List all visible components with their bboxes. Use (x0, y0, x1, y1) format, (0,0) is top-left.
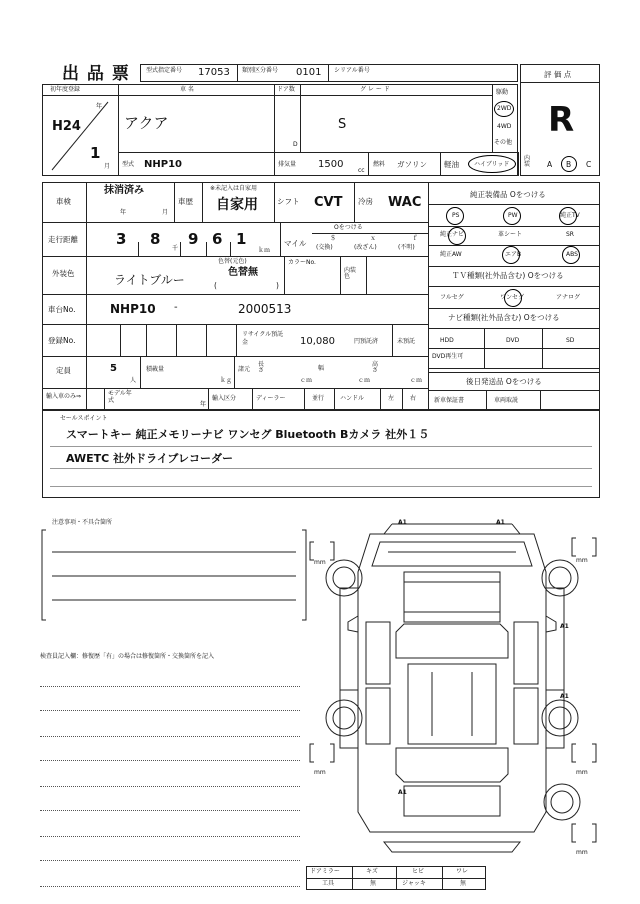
mark-tamper-label: (改ざん) (354, 244, 377, 251)
interior-b: B (566, 160, 572, 169)
navi-title: ナビ種類(社外品含む) Oをつける (448, 313, 560, 322)
divider (520, 82, 600, 83)
mileage-d1: 3 (116, 230, 127, 248)
interior-b-circle (561, 156, 577, 172)
equip-aw: 純正AW (440, 251, 462, 258)
repaint-paren-close: ) (276, 281, 279, 290)
dim-label: 諸元 (238, 366, 251, 373)
repaint-paren-open: ( (214, 281, 217, 290)
repaint-value: 色替無 (228, 267, 258, 278)
divider (138, 242, 139, 256)
mileage-d5: 1 (236, 230, 247, 248)
first-reg-label: 初年度登録 (50, 86, 81, 93)
grade: S (338, 117, 347, 132)
load-kg: ｋｇ (220, 377, 233, 384)
mm-front-left: mm (314, 559, 326, 566)
equip-ac-circle (502, 246, 520, 264)
divider (274, 182, 275, 222)
divider (354, 182, 355, 222)
divider (176, 324, 177, 356)
year-suffix: 年 (96, 103, 103, 110)
rule (50, 486, 592, 487)
divider (402, 388, 403, 410)
equip-pw: PW (508, 212, 518, 219)
divider (234, 356, 235, 388)
inspector-line (40, 886, 300, 887)
divider (428, 348, 600, 349)
equip-navi: 純正ナビ (440, 231, 465, 238)
divider (206, 324, 207, 356)
handle-left: 左 (388, 395, 395, 402)
divider (206, 242, 207, 256)
divider (368, 152, 369, 176)
width-label: 幅 (318, 365, 325, 372)
equip-pw-circle (503, 207, 521, 225)
drive-other: その他 (494, 139, 513, 146)
divider (440, 152, 441, 176)
divider (518, 152, 519, 176)
grade-label: グ レ ー ド (360, 86, 390, 93)
inspector-label: 検査員記入欄：修復歴「有」の場合は修復箇所・交換箇所を記入 (40, 653, 215, 660)
divider (104, 388, 105, 410)
displacement: 1500 (318, 159, 344, 170)
len-cm: ｃｍ (300, 377, 313, 384)
rule (50, 468, 592, 469)
bt-tools-value: 無 (370, 880, 377, 887)
divider (300, 84, 301, 152)
import-label: 輸入車のみ⇒ (46, 393, 82, 400)
divider (237, 64, 238, 82)
mark-tamper: ｘ (370, 235, 377, 242)
later-warranty: 新車保証書 (434, 397, 465, 404)
damage-a1-right-rear: A1 (560, 693, 569, 700)
car-diagram (300, 512, 600, 862)
divider (202, 182, 203, 222)
capacity-nin: 人 (130, 377, 137, 384)
bt-jack-value: 無 (460, 880, 467, 887)
bt-ware: ワレ (456, 868, 469, 875)
divider (428, 182, 429, 410)
damage-a1-front-right: A1 (496, 519, 505, 526)
divider (42, 324, 428, 325)
equip-title: 純正装備品 Oをつける (470, 190, 546, 199)
divider (42, 294, 428, 295)
divider (380, 388, 381, 410)
eval-score: R (548, 100, 575, 140)
divider (236, 324, 237, 356)
width-cm: ｃｍ (358, 377, 371, 384)
chassis-prefix: NHP10 (110, 302, 156, 316)
notes-bracket (40, 528, 310, 624)
fuel-gasoline: ガソリン (397, 160, 427, 169)
form-title: 出 品 票 (62, 64, 130, 84)
bt-hibi: ヒビ (412, 868, 425, 875)
later-title: 後日発送品 Oをつける (466, 377, 542, 386)
class-no: 0101 (296, 67, 322, 78)
divider (428, 308, 600, 309)
interior-a: A (547, 160, 553, 169)
handle-label: ハンドル (340, 395, 365, 402)
chassis-label: 車台No. (48, 305, 76, 314)
equip-navi-circle (448, 227, 466, 245)
ext-color-label: 外装色 (52, 269, 75, 278)
later-manual: 車両取説 (494, 397, 519, 404)
ac-value: WAC (388, 195, 422, 210)
divider (140, 356, 141, 388)
mileage-d3: 9 (188, 230, 199, 248)
serial-label: シリアル番号 (334, 67, 370, 74)
int-color-label: 内装色 (344, 267, 357, 280)
equip-ps-circle (446, 207, 464, 225)
tv-oneseg: ワンセグ (500, 294, 525, 301)
mark-exchange: ＄ (330, 235, 337, 242)
model-year-label: モデル年式 (108, 390, 132, 404)
equip-ac: エアB (505, 251, 522, 258)
bt-tools: 工具 (322, 880, 335, 887)
ac-label: 冷房 (358, 197, 373, 206)
history-label: 車歴 (178, 197, 193, 206)
model-year-nen: 年 (200, 401, 207, 408)
divider (146, 324, 147, 356)
era-year: H24 (52, 119, 81, 134)
divider (42, 356, 428, 357)
divider (428, 286, 600, 287)
divider (542, 328, 543, 368)
divider (340, 256, 341, 294)
load-label: 積載量 (146, 366, 165, 373)
drive-label: 駆動 (496, 89, 509, 96)
divider (120, 324, 121, 356)
divider (252, 388, 253, 410)
divider (118, 152, 518, 153)
navi-dvd: DVD (506, 337, 520, 344)
header-id-box (140, 64, 518, 82)
cc-unit: cc (358, 167, 365, 174)
mm-rear-left: mm (314, 769, 326, 776)
import-type-label: 輸入区分 (212, 395, 237, 402)
tv-title: ＴＶ種類(社外品含む) Oをつける (452, 271, 564, 280)
shaken-tsuki: 月 (162, 209, 169, 216)
divider (42, 222, 428, 223)
divider (280, 222, 281, 256)
history-note: ※未記入は自家用 (210, 185, 258, 192)
bt-door-mirror: ドアミラー (310, 868, 340, 875)
inspector-line (40, 786, 300, 787)
divider (334, 388, 335, 410)
divider (42, 388, 428, 389)
equip-abs-circle (562, 246, 580, 264)
chassis-dash: - (174, 302, 178, 313)
circle-instruction: Oをつける (334, 224, 363, 231)
sales-label: セールスポイント (60, 415, 108, 422)
divider (428, 372, 600, 373)
divider (484, 348, 485, 368)
drive-4wd: 4WD (497, 123, 512, 130)
form-no-label: 型式指定番号 (146, 67, 183, 74)
mileage-label: 走行距離 (48, 235, 78, 244)
bt-jack: ジャッキ (402, 880, 426, 887)
navi-dvd-play: DVD再生可 (432, 353, 464, 360)
divider (284, 256, 285, 294)
ext-color: ライトブルー (114, 273, 185, 287)
damage-a1-front-left: A1 (398, 519, 407, 526)
height-cm: ｃｍ (410, 377, 423, 384)
doors-label: ドア数 (277, 86, 295, 93)
inspector-line (40, 710, 300, 711)
equip-abs: ABS (566, 251, 578, 258)
mm-front-right: mm (576, 557, 588, 564)
color-no-label: カラーNo. (288, 259, 316, 266)
recycle-unpaid: 未預託 (397, 338, 416, 345)
navi-sd: SD (566, 337, 575, 344)
tv-analog: アナログ (556, 294, 581, 301)
form-no: 17053 (198, 67, 230, 78)
inspector-line (40, 760, 300, 761)
inspector-line (40, 736, 300, 737)
class-no-label: 類別区分番号 (242, 67, 279, 74)
divider (442, 866, 443, 890)
fuel-label: 燃料 (373, 161, 386, 168)
tv-fullseg: フルセグ (440, 294, 464, 301)
shift-label: シフト (277, 197, 300, 206)
damage-a1-right-front: A1 (560, 623, 569, 630)
inspector-line (40, 836, 300, 837)
handle-right: 右 (410, 395, 417, 402)
car-name: アクア (124, 114, 169, 132)
model: NHP10 (144, 159, 182, 170)
divider (486, 390, 487, 410)
capacity-label: 定員 (56, 366, 71, 375)
mile-label: マイル (284, 239, 307, 248)
mileage-d2: 8 (150, 230, 161, 248)
divider (230, 242, 231, 256)
mark-exchange-label: (交換) (316, 244, 333, 251)
equip-tv-circle (559, 207, 577, 225)
divider (428, 266, 600, 267)
navi-hdd: HDD (440, 337, 454, 344)
model-label: 型式 (122, 161, 135, 168)
interior-c: C (586, 160, 592, 169)
divider (492, 84, 493, 152)
mileage-d4: 6 (212, 230, 223, 248)
sales-line-2: AWETC 社外ドライブレコーダー (66, 452, 233, 465)
divider (540, 390, 541, 410)
divider (174, 182, 175, 222)
divider (428, 328, 600, 329)
import-parallel: 並行 (312, 395, 325, 402)
divider (274, 84, 275, 176)
divider (392, 324, 393, 356)
divider (328, 64, 329, 82)
mark-unknown: ｆ (412, 235, 419, 242)
reg-month: 1 (90, 144, 101, 162)
recycle-value: 10,080 (300, 336, 335, 347)
reg-no-label: 登録No. (48, 336, 76, 345)
equip-tv: 純正TV (560, 212, 580, 219)
len-label: 長さ (258, 361, 265, 374)
divider (118, 84, 119, 176)
inspector-line (40, 686, 300, 687)
shaken-label: 車検 (56, 197, 71, 206)
import-dealer: ディーラー (256, 395, 286, 402)
mileage-sen: 千 (172, 245, 179, 252)
repaint-label: 色替(元色) (218, 258, 247, 265)
history-value: 自家用 (216, 197, 258, 213)
divider (366, 256, 367, 294)
divider (352, 866, 353, 890)
month-suffix: 月 (104, 163, 111, 170)
divider (312, 233, 428, 234)
bt-kizu: キズ (366, 868, 378, 875)
rule (50, 446, 592, 447)
drive-2wd: 2WD (497, 105, 512, 112)
divider (428, 390, 600, 391)
equip-ps: PS (452, 212, 460, 219)
equip-sr: SR (566, 231, 574, 238)
door-d: D (293, 141, 298, 148)
equip-leather: 革シート (498, 231, 523, 238)
sales-line-1: スマートキー 純正メモリーナビ ワンセグ Bluetooth Bカメラ 社外１５ (66, 428, 430, 441)
divider (86, 182, 87, 410)
recycle-paid: 円預託済 (354, 338, 379, 345)
mm-tail: mm (576, 849, 588, 856)
recycle-label: リサイクル預託金 (242, 331, 284, 346)
inspector-line (40, 860, 300, 861)
interior-label: 内装 (524, 155, 531, 168)
divider (180, 242, 181, 256)
damage-a1-rear: A1 (398, 789, 407, 796)
fuel-diesel: 軽油 (444, 160, 459, 169)
divider (42, 95, 492, 96)
divider (396, 866, 397, 890)
tv-oneseg-circle (504, 289, 522, 307)
fuel-hybrid: ハイブリッド (474, 161, 510, 168)
fuel-hybrid-circle (468, 155, 516, 173)
drive-2wd-circle (494, 101, 514, 117)
mark-unknown-label: (不明) (398, 244, 415, 251)
eval-label: 評 価 点 (544, 70, 572, 79)
mileage-km: ｋｍ (258, 247, 271, 254)
inspector-line (40, 810, 300, 811)
car-name-label: 車 名 (180, 86, 194, 93)
divider (428, 204, 600, 205)
divider (42, 256, 428, 257)
divider (208, 388, 209, 410)
displacement-label: 排気量 (278, 161, 297, 168)
divider (304, 388, 305, 410)
chassis-no: 2000513 (238, 302, 292, 316)
notes-label: 注意事項・不具合箇所 (52, 519, 113, 526)
divider (484, 328, 485, 348)
mm-rear-right: mm (576, 769, 588, 776)
height-label: 高さ (372, 361, 379, 374)
shift-value: CVT (314, 195, 343, 210)
shaken-nen: 年 (120, 209, 127, 216)
shaken-value: 抹消済み (104, 185, 144, 196)
divider (428, 368, 600, 369)
capacity: 5 (110, 363, 117, 374)
